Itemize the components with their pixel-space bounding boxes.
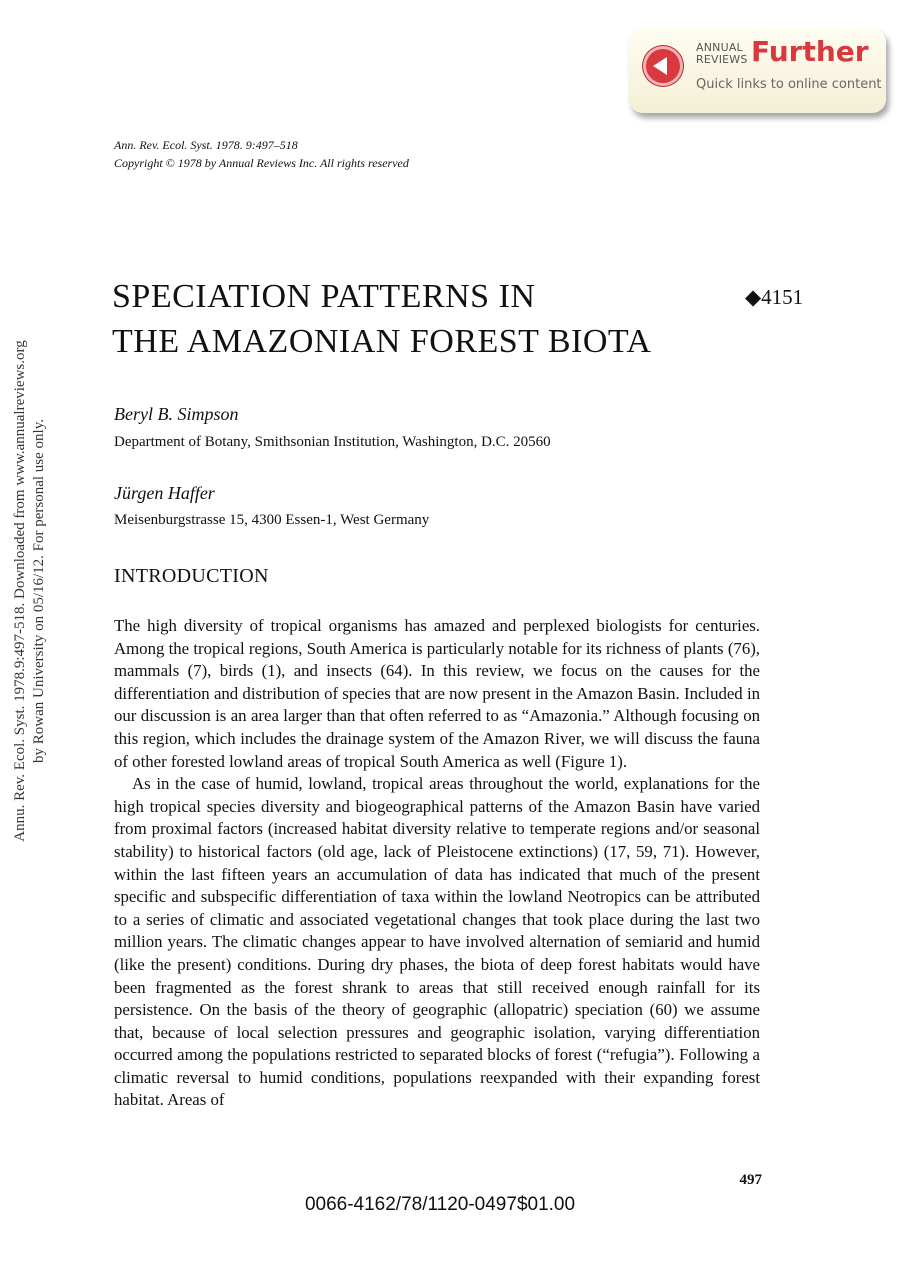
page-number: 497 [739, 1172, 762, 1188]
brand-line1: ANNUAL [696, 41, 743, 54]
author-affiliation: Meisenburgstrasse 15, 4300 Essen-1, West Germany [114, 512, 430, 528]
article-title-line1: SPECIATION PATTERNS IN [112, 278, 536, 315]
article-title [112, 274, 752, 364]
journal-citation: Ann. Rev. Ecol. Syst. 1978. 9:497–518 [114, 138, 298, 152]
journal-copyright: Copyright © 1978 by Annual Reviews Inc. All rights reserved [114, 156, 409, 170]
journal-info [114, 136, 409, 172]
further-banner[interactable] [629, 28, 886, 113]
author-name: Jürgen Haffer [114, 483, 215, 503]
download-notice-line2: by Rowan University on 05/16/12. For personal use only. [31, 419, 47, 763]
annual-reviews-logo [696, 42, 748, 66]
article-title-line2: THE AMAZONIAN FOREST BIOTA [112, 323, 652, 360]
section-heading: INTRODUCTION [114, 565, 269, 587]
body-text [114, 615, 760, 1112]
download-notice [11, 121, 49, 1061]
paragraph: As in the case of humid, lowland, tropical areas throughout the world, explanations for the high tropical species diversity and biogeographical patterns of the Amazon Basin have varied from proximal factors (increased habitat diversity relative to temperate regions and/or seasonal stability) to historical factors (old age, lack of Pleistocene extinctions) (17, 59, 71). However, within the last fifteen years an accumulation of data has indicated that much of the present specific and subspecific differentiation of taxa within the lowland Neotropics can be attributed to a series of climatic and associated vegetational changes that took place during the last two million years. The climatic changes appear to have involved alternation of semiarid and humid (like the present) conditions. During dry phases, the biota of deep forest habitats would have been fragmented as the forest shrank to areas that still received enough rainfall for its persistence. On the basis of the theory of geographic (allopatric) speciation (60) we assume that, because of local selection pressures and geographic isolation, varying differentiation occurred among the populations restricted to separated blocks of forest (“refugia”). Following a climatic reversal to humid conditions, populations reexpanded with their expanding forest habitat. Areas of [114, 774, 760, 1110]
author-name: Beryl B. Simpson [114, 404, 239, 424]
article-code: ◆4151 [745, 285, 804, 309]
brand-line2: REVIEWS [696, 53, 748, 66]
play-back-icon[interactable] [643, 46, 683, 86]
issn-code: 0066-4162/78/1120-0497$01.00 [304, 1194, 576, 1215]
download-notice-line1: Annu. Rev. Ecol. Syst. 1978.9:497-518. Downloaded from www.annualreviews.org [12, 340, 28, 842]
paragraph: The high diversity of tropical organisms has amazed and perplexed biologists for centuries. Among the tropical regions, South America is particularly notable for its richness of plants (76), mammals (7), birds (1), and insects (64). In this review, we focus on the causes for the differentiation and distribution of species that are now present in the Amazon Basin. Included in our discussion is an area larger than that often referred to as “Amazonia.” Although focusing on this region, which includes the drainage system of the Amazon River, we will discuss the fauna of other forested lowland areas of tropical South America as well (Figure 1). [114, 616, 760, 771]
further-subtitle[interactable]: Quick links to online content [696, 77, 882, 92]
author-affiliation: Department of Botany, Smithsonian Institution, Washington, D.C. 20560 [114, 434, 551, 450]
further-title: Further [751, 35, 869, 68]
